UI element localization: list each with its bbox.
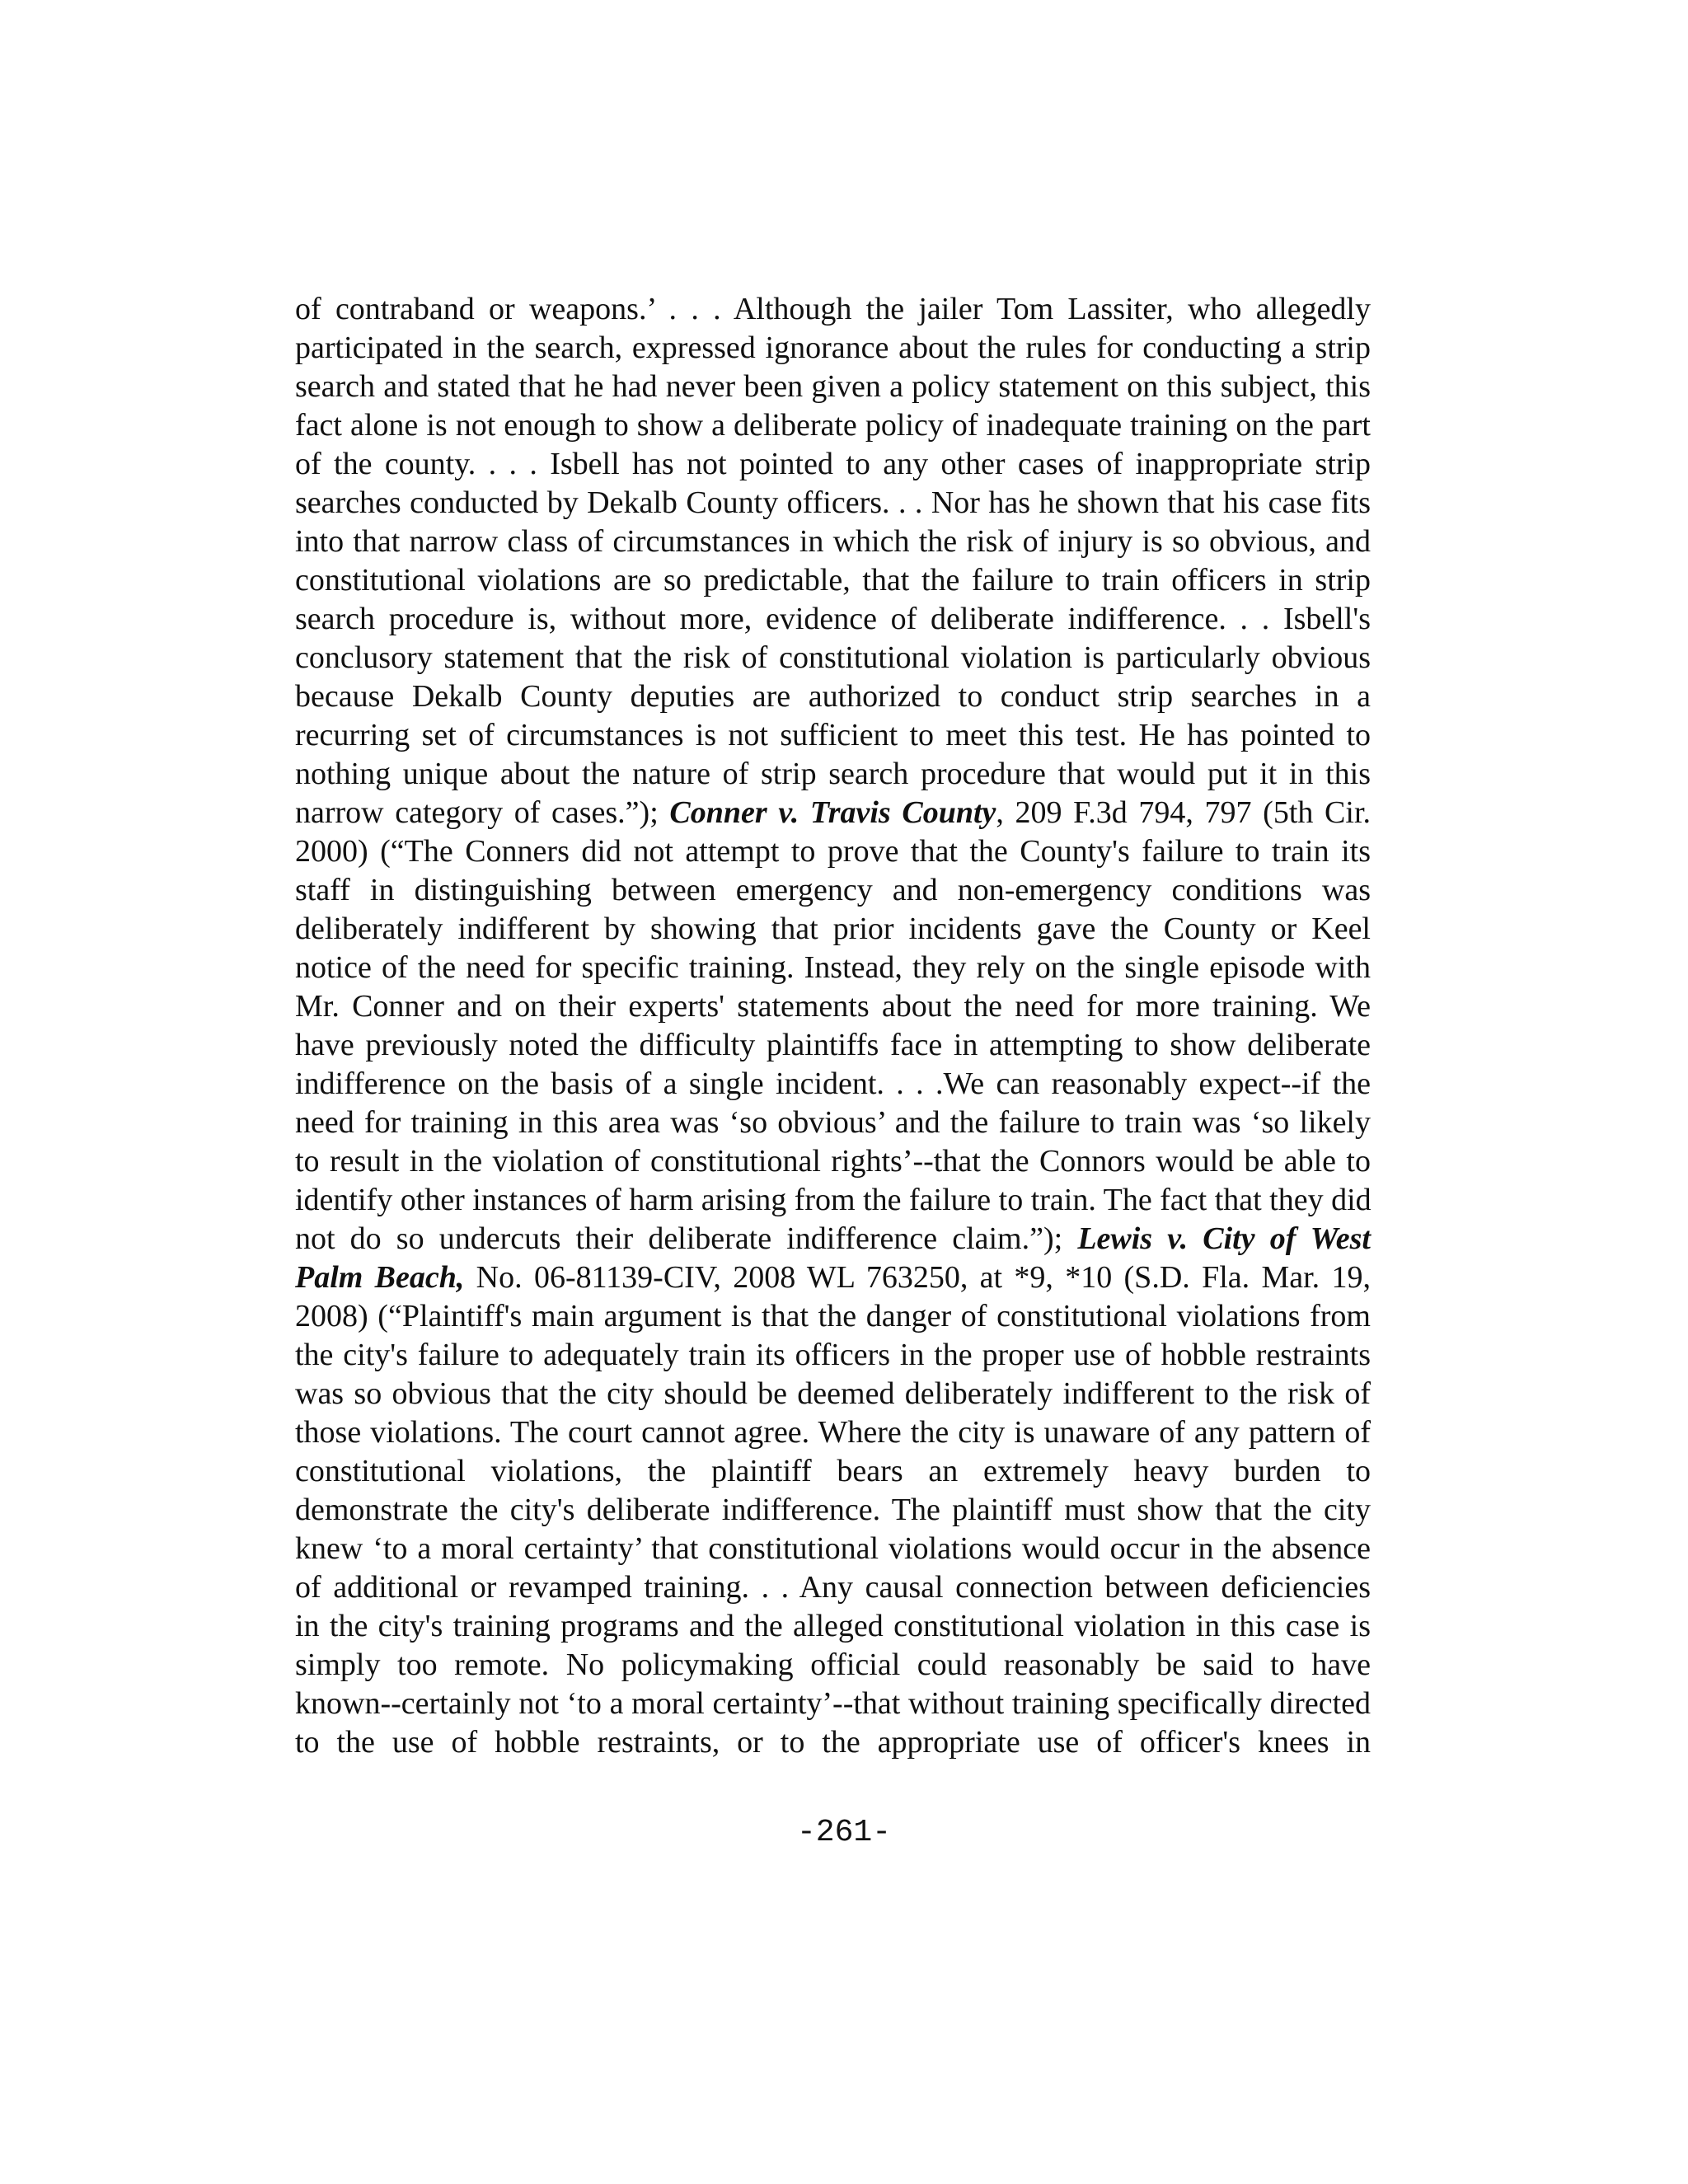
- line-text: constitutional violations are so predictable, that the failure to train officers in strip: [295, 563, 1371, 598]
- text-line: [295, 987, 1371, 1026]
- line-text: , 209 F.3d 794, 797 (5th Cir.: [996, 795, 1371, 830]
- text-line: [295, 1375, 1371, 1413]
- line-text: because Dekalb County deputies are authorized to conduct strip searches in a: [295, 679, 1371, 714]
- text-line: [295, 1258, 1371, 1297]
- text-line: [295, 445, 1371, 484]
- text-line: [295, 1104, 1371, 1142]
- line-text: deliberately indifferent by showing that prior incidents gave the County or Keel: [295, 912, 1371, 946]
- line-text: fact alone is not enough to show a deliberate policy of inadequate training on the part: [295, 408, 1371, 443]
- line-text: need for training in this area was ‘so obvious’ and the failure to train was ‘so likely: [295, 1105, 1371, 1140]
- line-text: nothing unique about the nature of strip search procedure that would put it in this: [295, 757, 1371, 791]
- line-text: narrow category of cases.”);: [295, 795, 670, 830]
- text-line: [295, 832, 1371, 871]
- text-line: [295, 1026, 1371, 1065]
- text-line: [295, 523, 1371, 561]
- text-line: [295, 639, 1371, 677]
- text-line: [295, 406, 1371, 445]
- line-text: indifference on the basis of a single incident. . . .We can reasonably expect--if the: [295, 1066, 1371, 1101]
- text-line: [295, 329, 1371, 368]
- line-text: of additional or revamped training. . . Any causal connection between deficiencies: [295, 1570, 1371, 1605]
- line-text: 2008) (“Plaintiff's main argument is that the danger of constitutional violations from: [295, 1299, 1371, 1333]
- text-line: [295, 1568, 1371, 1607]
- line-text: Mr. Conner and on their experts' statements about the need for more training. We: [295, 989, 1371, 1024]
- text-line: [295, 716, 1371, 755]
- text-line: [295, 1607, 1371, 1646]
- line-text: demonstrate the city's deliberate indifference. The plaintiff must show that the city: [295, 1493, 1371, 1527]
- line-text: searches conducted by Dekalb County officers. . . Nor has he shown that his case fits: [295, 485, 1371, 520]
- text-line: [295, 1723, 1371, 1762]
- line-text: to the use of hobble restraints, or to the appropriate use of officer's knees in: [295, 1725, 1371, 1760]
- line-text: the city's failure to adequately train its officers in the proper use of hobble restraints: [295, 1338, 1371, 1372]
- line-text: to result in the violation of constitutional rights’--that the Connors would be able to: [295, 1144, 1371, 1179]
- line-text: constitutional violations, the plaintiff bears an extremely heavy burden to: [295, 1454, 1371, 1488]
- line-text: conclusory statement that the risk of constitutional violation is particularly obvious: [295, 640, 1371, 675]
- line-text: participated in the search, expressed ignorance about the rules for conducting a strip: [295, 330, 1371, 365]
- text-line: [295, 1220, 1371, 1258]
- page-body: [295, 290, 1371, 1762]
- text-line: [295, 1685, 1371, 1723]
- text-line: [295, 600, 1371, 639]
- line-text: of the county. . . . Isbell has not pointed to any other cases of inappropriate strip: [295, 447, 1371, 481]
- line-text: known--certainly not ‘to a moral certainty’--that without training specifically directed: [295, 1686, 1371, 1721]
- text-line: [295, 949, 1371, 987]
- text-line: [295, 1646, 1371, 1685]
- line-text: recurring set of circumstances is not sufficient to meet this test. He has pointed to: [295, 718, 1371, 752]
- text-line: [295, 1413, 1371, 1452]
- line-text: search and stated that he had never been given a policy statement on this subject, this: [295, 369, 1371, 404]
- case-citation: Palm Beach,: [295, 1260, 465, 1295]
- line-text: simply too remote. No policymaking official could reasonably be said to have: [295, 1647, 1371, 1682]
- text-line: [295, 484, 1371, 523]
- page-number: -261-: [796, 1815, 892, 1850]
- text-line: [295, 368, 1371, 406]
- text-line: [295, 1530, 1371, 1568]
- text-line: [295, 1336, 1371, 1375]
- text-line: [295, 910, 1371, 949]
- line-text: identify other instances of harm arising from the failure to train. The fact that they did: [295, 1183, 1372, 1217]
- line-text: staff in distinguishing between emergency and non-emergency conditions was: [295, 873, 1371, 907]
- line-text: notice of the need for specific training. Instead, they rely on the single episode with: [295, 950, 1371, 985]
- case-citation: Lewis v. City of West: [1077, 1221, 1371, 1256]
- line-text: knew ‘to a moral certainty’ that constitutional violations would occur in the absence: [295, 1531, 1371, 1566]
- text-line: [295, 871, 1371, 910]
- line-text: of contraband or weapons.’ . . . Although the jailer Tom Lassiter, who allegedly: [295, 292, 1371, 326]
- text-line: [295, 1181, 1371, 1220]
- text-line: [295, 1452, 1371, 1491]
- line-text: was so obvious that the city should be deemed deliberately indifferent to the risk of: [295, 1376, 1371, 1411]
- text-line: [295, 794, 1371, 832]
- text-line: [295, 561, 1371, 600]
- text-line: [295, 290, 1371, 329]
- text-line: [295, 1491, 1371, 1530]
- text-line: [295, 1065, 1371, 1104]
- text-line: [295, 1297, 1371, 1336]
- text-line: [295, 755, 1371, 794]
- text-line: [295, 677, 1371, 716]
- line-text: not do so undercuts their deliberate indifference claim.”);: [295, 1221, 1078, 1256]
- line-text: into that narrow class of circumstances in which the risk of injury is so obvious, and: [295, 524, 1371, 559]
- line-text: No. 06-81139-CIV, 2008 WL 763250, at *9, *10 (S.D. Fla. Mar. 19,: [464, 1260, 1371, 1295]
- case-citation: Conner v. Travis County: [669, 795, 996, 830]
- line-text: 2000) (“The Conners did not attempt to prove that the County's failure to train its: [295, 834, 1371, 869]
- line-text: in the city's training programs and the alleged constitutional violation in this case is: [295, 1609, 1371, 1643]
- line-text: have previously noted the difficulty plaintiffs face in attempting to show deliberate: [295, 1028, 1371, 1062]
- line-text: search procedure is, without more, evidence of deliberate indifference. . . Isbell's: [295, 602, 1371, 636]
- text-line: [295, 1142, 1371, 1181]
- line-text: those violations. The court cannot agree. Where the city is unaware of any pattern of: [295, 1415, 1371, 1450]
